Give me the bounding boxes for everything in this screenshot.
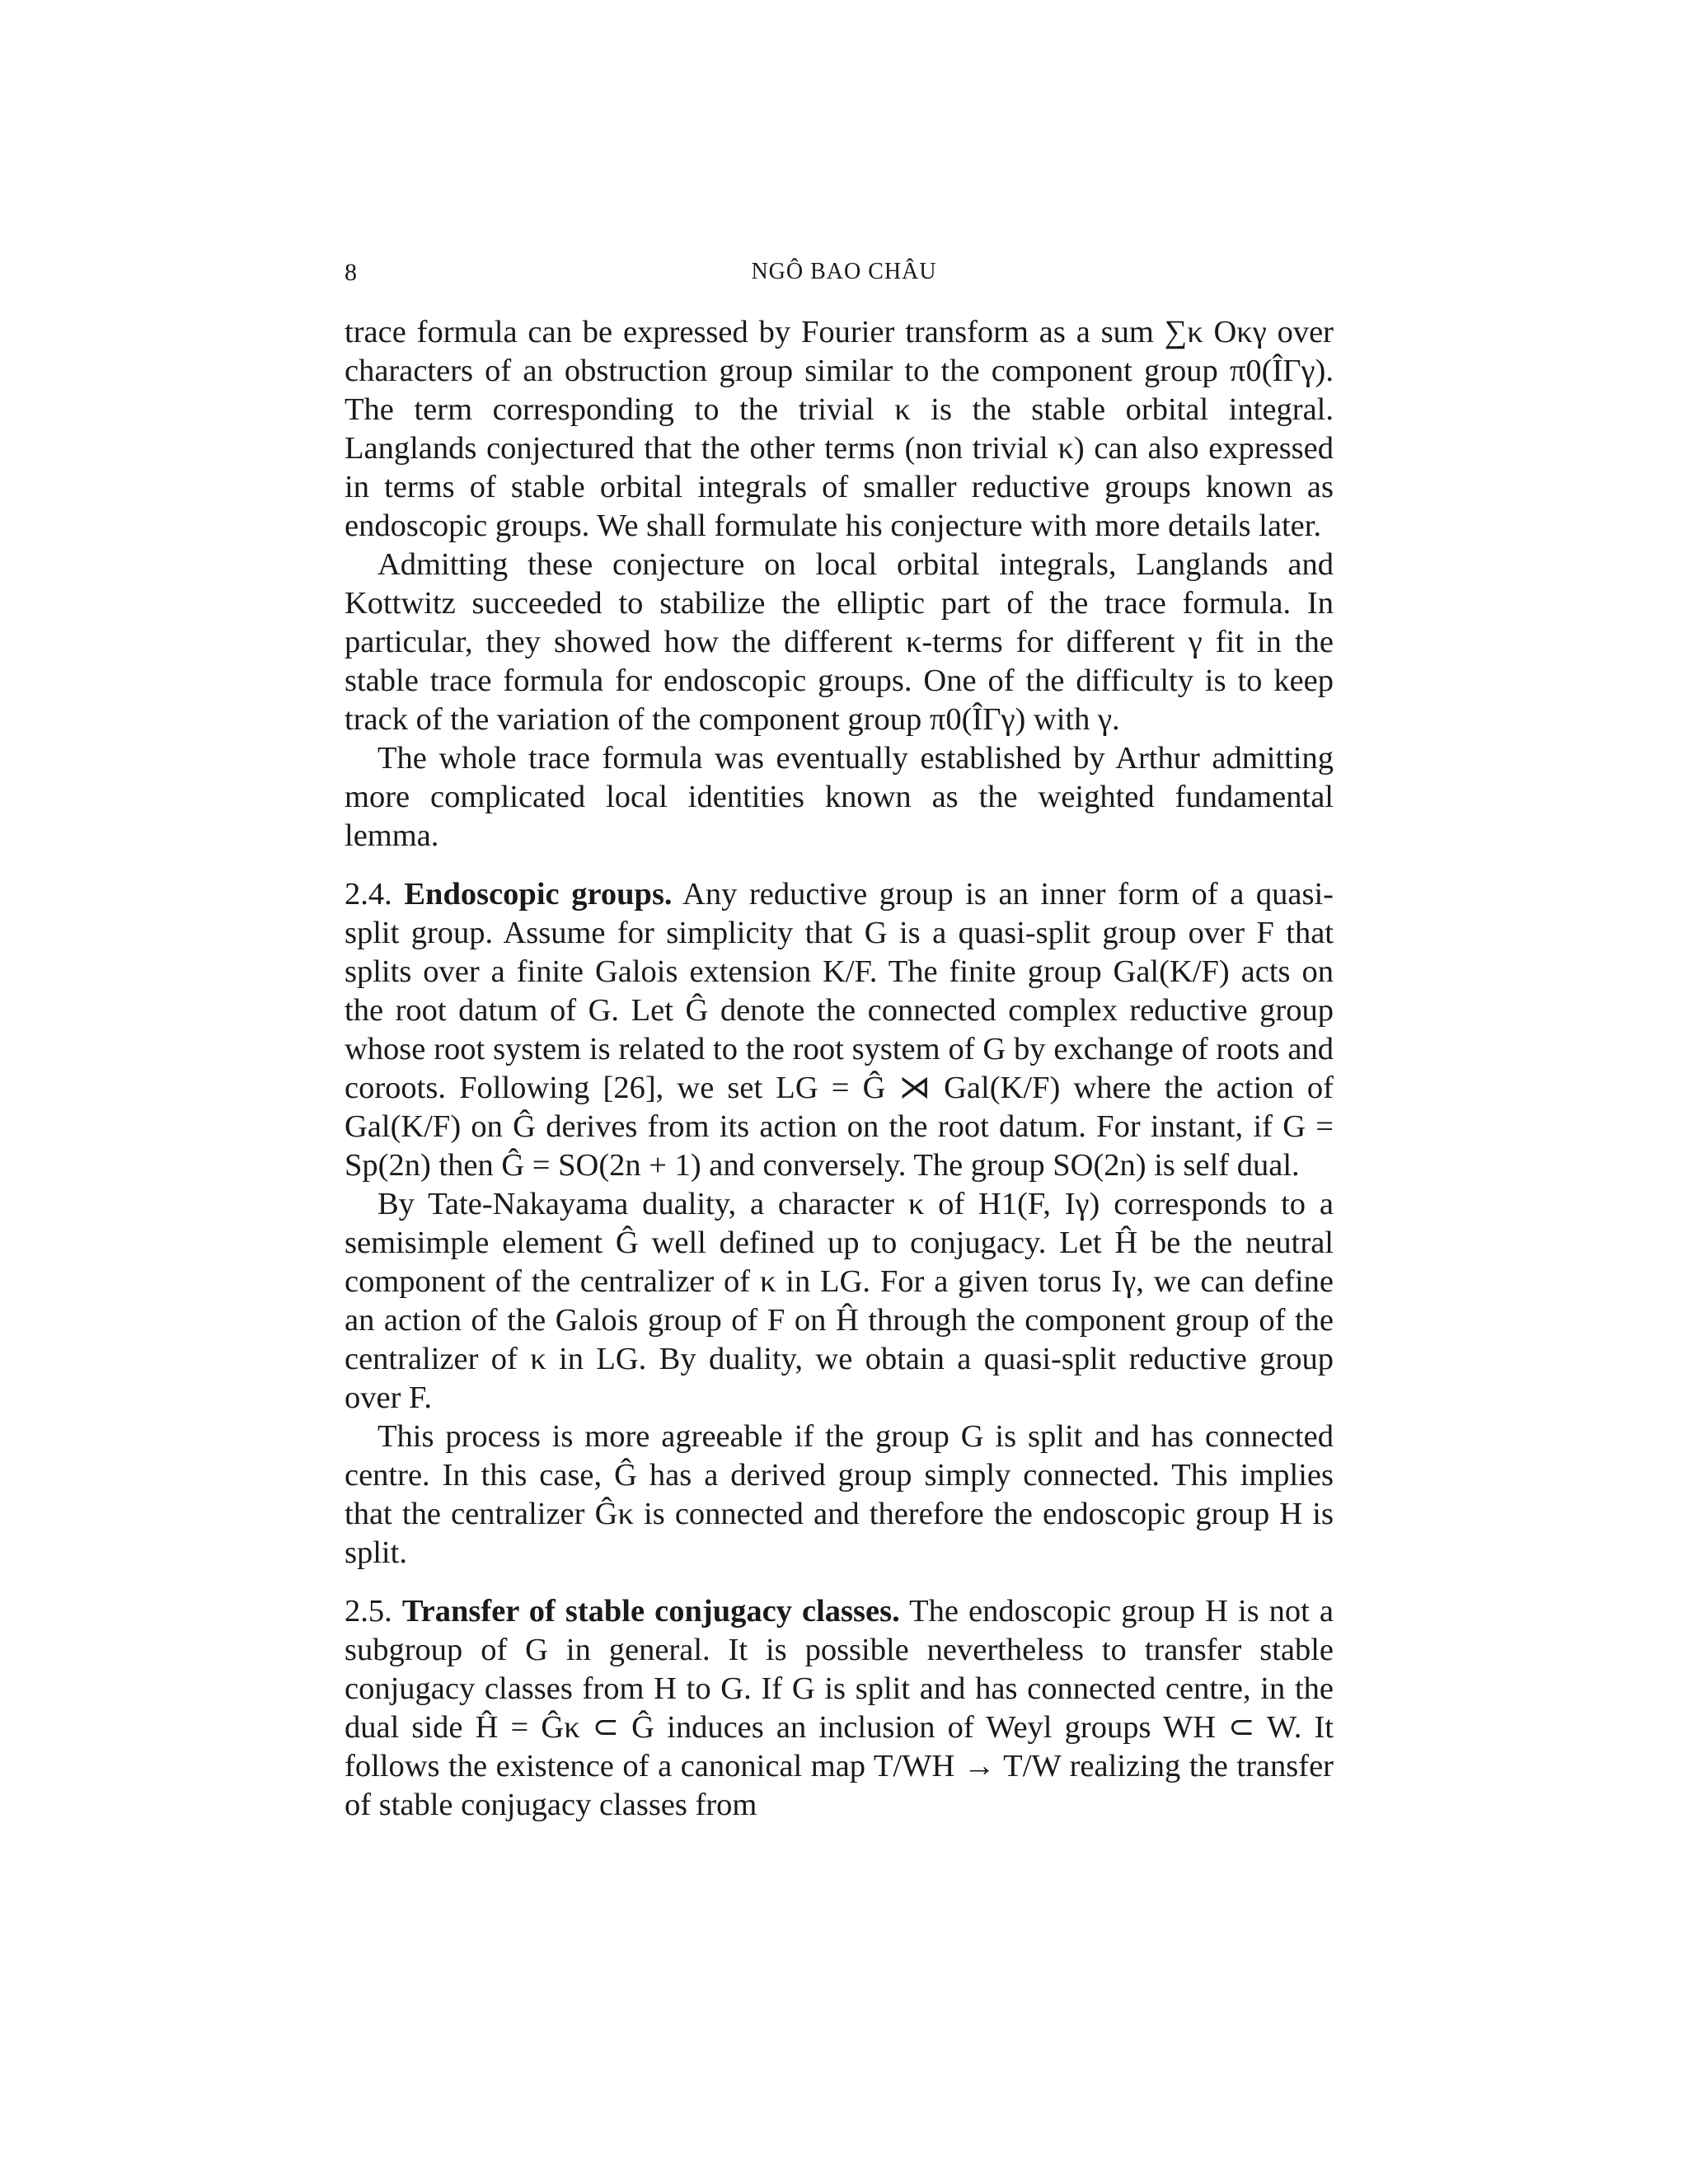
section-number: 2.4. xyxy=(345,877,392,912)
text-body xyxy=(345,313,1334,1825)
section-2-4 xyxy=(345,875,1334,1185)
paragraph: trace formula can be expressed by Fourier transform as a sum ∑κ Oκγ over characters of an obstruction group similar to the component group π0(ÎΓγ). The term corresponding to the trivial κ is the stable orbital integral. Langlands conjectured that the other terms (non trivial κ) can also expressed in terms of stable orbital integrals of smaller reductive groups known as endoscopic groups. We shall formulate his conjecture with more details later. xyxy=(345,315,1334,543)
section-text: Any reductive group is an inner form of a quasi-split group. Assume for simplicity that G is a quasi-split group over F that splits over a finite Galois extension K/F. The finite group Gal(K/F) acts on the root datum of G. Let Ĝ denote the connected complex reductive group whose root system is related to the root system of G by exchange of roots and coroots. Following [26], we set LG = Ĝ ⋊ Gal(K/F) where the action of Gal(K/F) on Ĝ derives from its action on the root datum. For instant, if G = Sp(2n) then Ĝ = SO(2n + 1) and conversely. The group SO(2n) is self dual. xyxy=(345,877,1334,1183)
section-text: The endoscopic group H is not a subgroup of G in general. It is possible nevertheless to transfer stable conjugacy classes from H to G. If G is split and has connected centre, in the dual side Ĥ = Ĝκ ⊂ Ĝ induces an inclusion of Weyl groups WH ⊂ W. It follows the existence of a canonical map T/WH → T/W realizing the transfer of stable conjugacy classes from xyxy=(345,1594,1334,1822)
section-number: 2.5. xyxy=(345,1594,392,1629)
section-2-5 xyxy=(345,1592,1334,1825)
section-title: Transfer of stable conjugacy classes. xyxy=(401,1594,900,1629)
paragraph: By Tate-Nakayama duality, a character κ of H1(F, Iγ) corresponds to a semisimple element Ĝ well defined up to conjugacy. Let Ĥ be the neutral component of the centralizer of κ in LG. For a given torus Iγ, we can define an action of the Galois group of F on Ĥ through the component group of the centralizer of κ in LG. By duality, we obtain a quasi-split reductive group over F. xyxy=(345,1187,1334,1415)
paragraph: The whole trace formula was eventually established by Arthur admitting more complicated local identities known as the weighted fundamental lemma. xyxy=(345,741,1334,853)
paragraph: Admitting these conjecture on local orbital integrals, Langlands and Kottwitz succeeded to stabilize the elliptic part of the trace formula. In particular, they showed how the different κ-terms for different γ fit in the stable trace formula for endoscopic groups. One of the difficulty is to keep track of the variation of the component group π0(ÎΓγ) with γ. xyxy=(345,547,1334,737)
paragraph: This process is more agreeable if the group G is split and has connected centre. In this case, Ĝ has a derived group simply connected. This implies that the centralizer Ĝκ is connected and therefore the endoscopic group H is split. xyxy=(345,1419,1334,1570)
section-title: Endoscopic groups. xyxy=(404,877,673,912)
page-number: 8 xyxy=(345,259,357,286)
running-head: NGÔ BAO CHÂU xyxy=(751,259,937,284)
